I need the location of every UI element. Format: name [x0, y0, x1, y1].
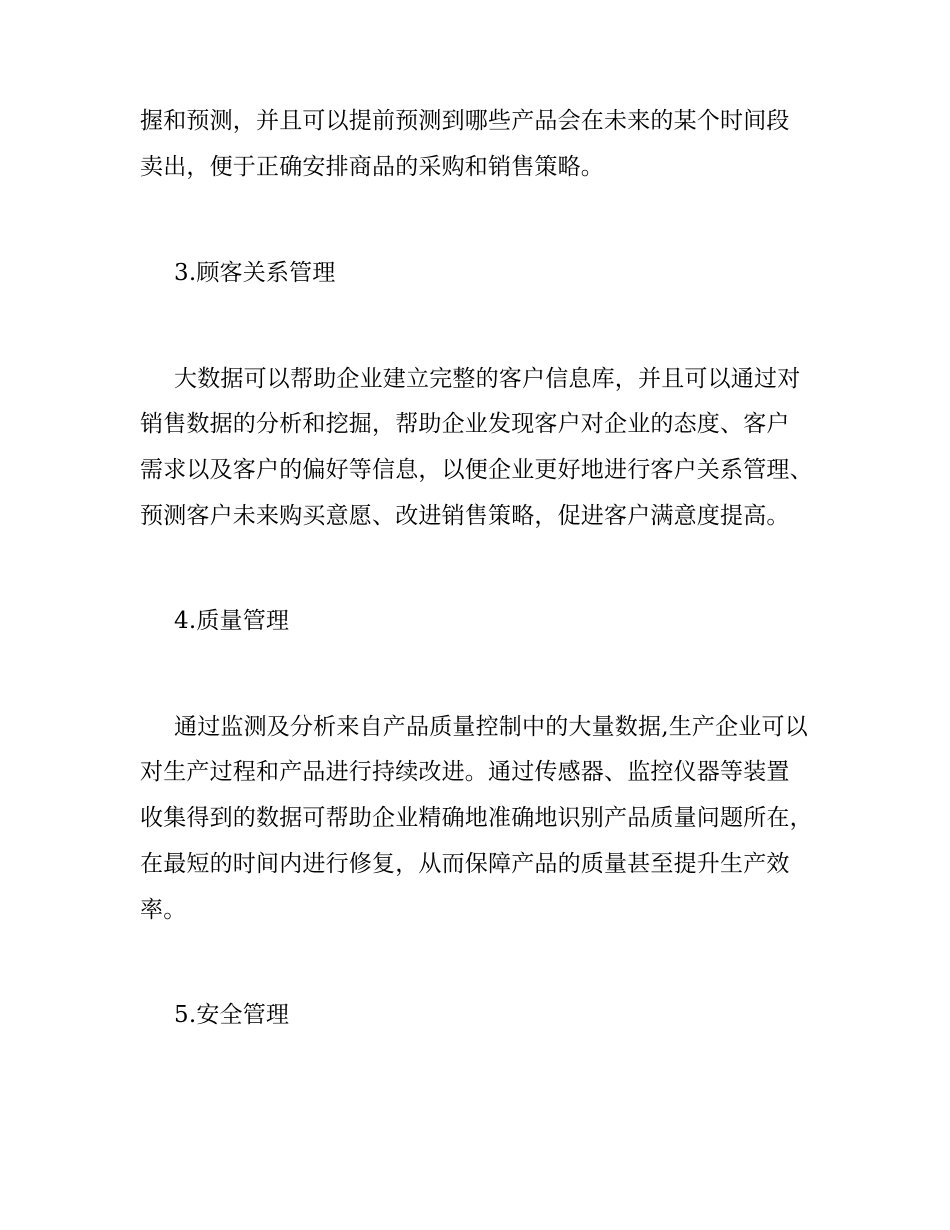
intro-line-1: 握和预测，并且可以提前预测到哪些产品会在未来的某个时间段: [140, 108, 790, 134]
paragraph-line: 通过监测及分析来自产品质量控制中的大量数据,生产企业可以: [174, 714, 808, 740]
paragraph-line: 预测客户未来购买意愿、改进销售策略，促进客户满意度提高。: [140, 503, 790, 529]
paragraph-line: 大数据可以帮助企业建立完整的客户信息库，并且可以通过对: [174, 366, 801, 392]
paragraph-line: 需求以及客户的偏好等信息，以便企业更好地进行客户关系管理、: [140, 457, 813, 483]
paragraph-line: 率。: [140, 897, 187, 923]
paragraph-line: 对生产过程和产品进行持续改进。通过传感器、监控仪器等装置: [140, 759, 790, 785]
paragraph-line: 在最短的时间内进行修复，从而保障产品的质量甚至提升生产效: [140, 851, 790, 877]
section-heading-customer-relationship: 3.顾客关系管理: [174, 260, 336, 286]
section-heading-quality-management: 4.质量管理: [174, 608, 290, 634]
intro-line-2: 卖出，便于正确安排商品的采购和销售策略。: [140, 154, 604, 180]
paragraph-line: 销售数据的分析和挖掘，帮助企业发现客户对企业的态度、客户: [140, 411, 790, 437]
section-heading-safety-management: 5.安全管理: [174, 1002, 290, 1028]
paragraph-line: 收集得到的数据可帮助企业精确地准确地识别产品质量问题所在，: [140, 805, 813, 831]
